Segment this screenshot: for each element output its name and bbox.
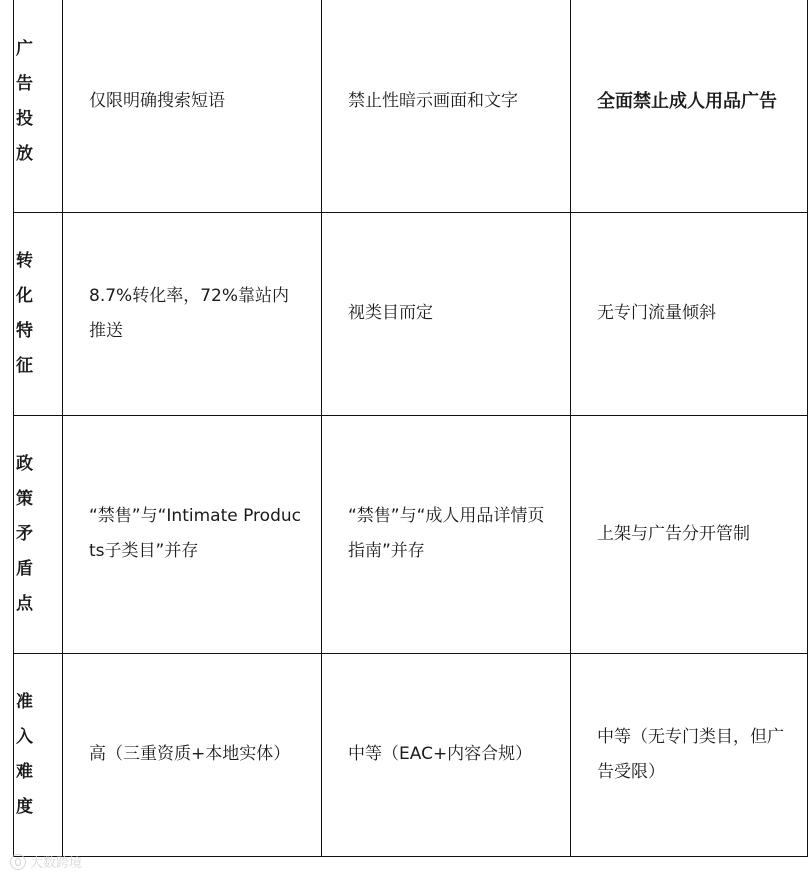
table-row-ad-placement bbox=[14, 0, 808, 212]
cell-text: 8.7%转化率，72%靠站内推送 bbox=[89, 285, 289, 341]
cell-text: 上架与广告分开管制 bbox=[597, 523, 750, 544]
cell-text: 禁止性暗示画面和文字 bbox=[348, 91, 518, 112]
cell-text: 视类目而定 bbox=[348, 303, 433, 323]
row-header-entry-difficulty bbox=[14, 653, 63, 856]
table-cell bbox=[63, 653, 322, 856]
row-header-conversion bbox=[14, 212, 63, 415]
watermark bbox=[10, 852, 82, 871]
row-header-text: 准入难度 bbox=[16, 691, 33, 817]
table-cell bbox=[63, 415, 322, 653]
cell-text: 仅限明确搜索短语 bbox=[89, 91, 225, 112]
comparison-table bbox=[13, 0, 808, 857]
brand-logo-icon bbox=[10, 854, 26, 870]
cell-text: 中等（EAC+内容合规） bbox=[348, 744, 533, 764]
table-row-policy-conflict bbox=[14, 415, 808, 653]
table-cell bbox=[63, 212, 322, 415]
row-header-ad-placement bbox=[14, 0, 63, 212]
cell-text: 高（三重资质+本地实体） bbox=[89, 744, 291, 764]
table-cell bbox=[571, 212, 808, 415]
table-cell bbox=[63, 0, 322, 212]
table-cell bbox=[322, 653, 571, 856]
cell-text: “禁售”与“成人用品详情页指南”并存 bbox=[348, 506, 545, 561]
table-cell bbox=[571, 415, 808, 653]
row-header-text: 转化特征 bbox=[16, 250, 33, 376]
cell-text: 全面禁止成人用品广告 bbox=[597, 91, 777, 113]
table-cell bbox=[322, 212, 571, 415]
table-row-conversion bbox=[14, 212, 808, 415]
table-cell bbox=[571, 653, 808, 856]
cell-text: 中等（无专门类目，但广告受限） bbox=[597, 726, 784, 782]
table-cell bbox=[322, 415, 571, 653]
row-header-text: 广告投放 bbox=[16, 38, 33, 164]
cell-text: 无专门流量倾斜 bbox=[597, 303, 716, 323]
table-cell-emphasized bbox=[571, 0, 808, 212]
table-row-entry-difficulty bbox=[14, 653, 808, 856]
row-header-policy-conflict bbox=[14, 415, 63, 653]
table-cell bbox=[322, 0, 571, 212]
row-header-text: 政策矛盾点 bbox=[16, 453, 33, 614]
cell-text: “禁售”与“Intimate Products子类目”并存 bbox=[89, 506, 301, 561]
watermark-text: 大数跨境 bbox=[30, 856, 83, 871]
